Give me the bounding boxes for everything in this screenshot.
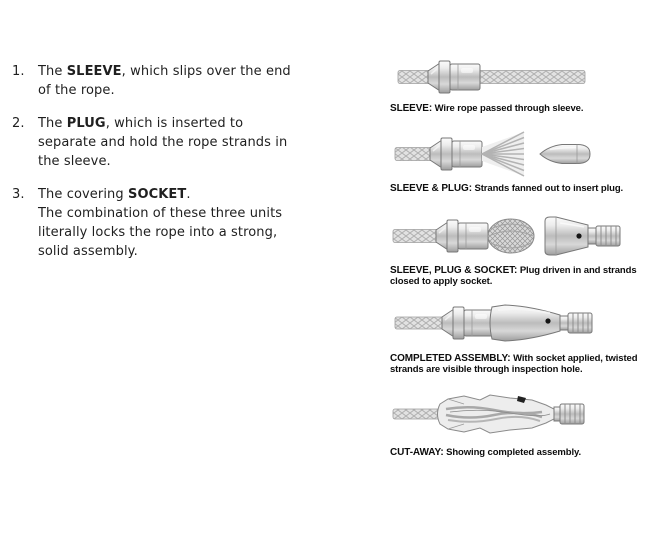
- fanned-strands: [482, 132, 524, 176]
- caption-text: Wire rope passed through sleeve.: [434, 103, 584, 114]
- list-item: [12, 185, 348, 261]
- list-item-number: 3.: [12, 187, 25, 202]
- list-item: [12, 62, 348, 100]
- threaded-stub: [596, 226, 620, 246]
- text-line: [38, 133, 287, 152]
- cut-away-assembly-illustration: [390, 386, 642, 445]
- figure-caption: [390, 447, 642, 458]
- text-run: , which is inserted to: [105, 116, 244, 131]
- threaded-stub: [568, 313, 592, 333]
- wire-rope: [395, 148, 433, 161]
- sleeve: [442, 307, 494, 339]
- inspection-hole: [576, 233, 581, 238]
- figure-sleeve-plug: [390, 126, 642, 194]
- rope-through-sleeve-illustration: [390, 50, 642, 101]
- text-line: [38, 185, 282, 204]
- caption-text: Plug driven in and strands closed to apply socket.: [390, 265, 637, 287]
- figure-cut-away: [390, 386, 642, 458]
- list-item-number: 1.: [12, 64, 25, 79]
- text-run: , which slips over the end: [121, 64, 291, 79]
- bold-keyword: PLUG: [66, 116, 106, 131]
- wire-rope: [393, 409, 443, 419]
- text-run: solid assembly.: [38, 244, 138, 259]
- figure-sleeve: [390, 50, 642, 114]
- caption-term: SLEEVE:: [390, 103, 433, 114]
- figure-caption: [390, 265, 642, 287]
- closed-strands-and-socket-illustration: [390, 206, 642, 263]
- cut-away-body: [438, 395, 555, 433]
- threaded-stub: [560, 404, 584, 424]
- figure-caption: [390, 353, 642, 375]
- wire-rope: [395, 317, 443, 329]
- threaded-end: [554, 404, 584, 424]
- fanned-strands-and-plug-illustration: [390, 126, 642, 181]
- closed-strand-bulb: [488, 219, 534, 253]
- text-run: of the rope.: [38, 83, 115, 98]
- text-run: The covering: [38, 187, 128, 202]
- caption-term: SLEEVE, PLUG & SOCKET:: [390, 265, 518, 276]
- applied-socket: [490, 305, 592, 341]
- wire-rope: [393, 230, 438, 243]
- socket: [545, 217, 620, 255]
- list-item: [12, 114, 348, 171]
- text-line: [38, 81, 291, 100]
- text-run: The: [38, 116, 67, 131]
- bold-keyword: SOCKET: [127, 187, 187, 202]
- inspection-hole: [545, 318, 550, 323]
- list-item-text: [38, 114, 287, 171]
- caption-text: Showing completed assembly.: [446, 447, 582, 458]
- caption-text: With socket applied, twisted strands are visible through inspection hole.: [390, 353, 638, 375]
- plug: [540, 145, 590, 164]
- caption-term: SLEEVE & PLUG:: [390, 183, 472, 194]
- list-item-text: [38, 185, 282, 261]
- text-run: The combination of these three units: [38, 206, 283, 221]
- figure-completed-assembly: [390, 296, 642, 375]
- text-line: [38, 204, 282, 223]
- list-item-text: [38, 62, 291, 100]
- caption-text: Strands fanned out to insert plug.: [474, 183, 624, 194]
- text-run: separate and hold the rope strands in: [38, 135, 288, 150]
- completed-assembly-illustration: [390, 296, 642, 351]
- text-line: [38, 242, 282, 261]
- figure-column: [390, 50, 642, 470]
- text-run: .: [186, 187, 191, 202]
- instruction-list: [12, 62, 348, 275]
- figure-caption: [390, 103, 642, 114]
- bold-keyword: SLEEVE: [66, 64, 122, 79]
- list-item-number: 2.: [12, 116, 25, 131]
- sleeve: [430, 138, 482, 170]
- text-line: [38, 152, 287, 171]
- text-run: the sleeve.: [38, 154, 111, 169]
- figure-sleeve-plug-socket: [390, 206, 642, 287]
- caption-term: COMPLETED ASSEMBLY:: [390, 353, 511, 364]
- text-run: The: [38, 64, 67, 79]
- caption-term: CUT-AWAY:: [390, 447, 444, 458]
- wire-rope: [398, 71, 585, 84]
- text-line: [38, 223, 282, 242]
- sleeve: [436, 220, 488, 252]
- sleeve: [428, 61, 480, 93]
- text-run: literally locks the rope into a strong,: [38, 225, 278, 240]
- text-line: [38, 114, 287, 133]
- figure-caption: [390, 183, 642, 194]
- text-line: [38, 62, 291, 81]
